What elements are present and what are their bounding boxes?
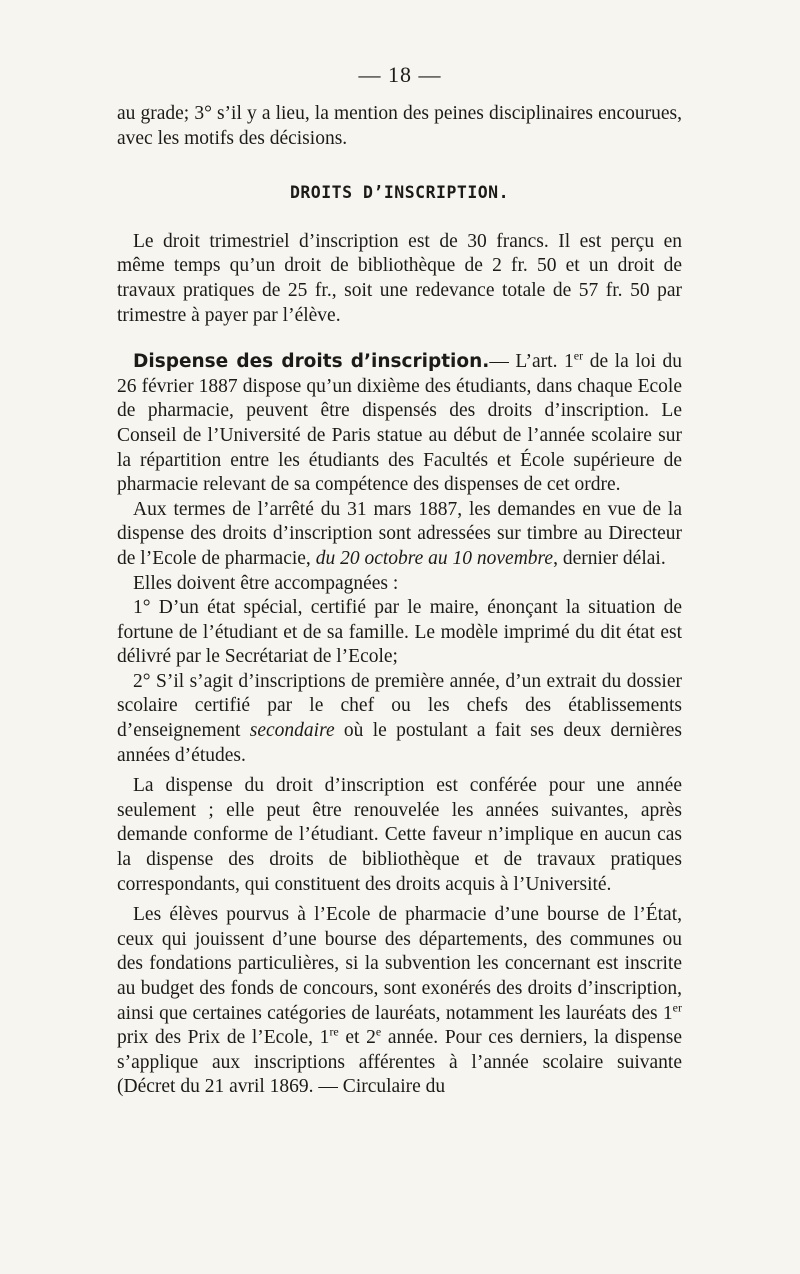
- section-heading: DROITS D’INSCRIPTION.: [289, 183, 510, 203]
- paragraph-conferee: La dispense du droit d’inscription est conférée pour une année seulement ; elle peut être renouvelée les années suivantes, après demande conforme de l’étudiant. Cette faveur n’implique en aucun cas la dispense des droits de bibliothèque et de travaux pratiques correspondants, qui constituent des droits acquis à l’Université.: [117, 775, 682, 895]
- superscript: re: [329, 1024, 339, 1039]
- paragraph-arrete: [117, 498, 682, 572]
- text-run: de la loi du 26 février 1887 dispose qu’un dixième des étudiants, dans chaque Ecole de pharmacie, peuvent être dispensés des droits d’inscription. Le Conseil de l’Université de Paris statue au début de l’année scolaire sur la répartition entre les étudiants des Facultés et École supérieure de pharmacie relevant de sa compétence des dispenses de cet ordre.: [117, 351, 682, 496]
- italic-word: secondaire: [249, 720, 335, 742]
- paragraph-fees: Le droit trimestriel d’inscription est de 30 francs. Il est perçu en même temps qu’un droit de bibliothèque de 2 fr. 50 et un droit de travaux pratiques de 25 fr., soit une redevance totale de 57 fr. 50 par trimestre à payer par l’élève.: [117, 230, 682, 326]
- text-run: — L’art. 1: [489, 351, 574, 373]
- text-run: et 2: [338, 1027, 376, 1049]
- page-number: — 18 —: [358, 62, 442, 87]
- superscript: e: [375, 1024, 382, 1039]
- text-run: 2° S’il s’agit d’inscriptions de première année, d’un extrait du dossier scolaire certifié par le chef ou les chefs des établissements d’enseignement: [117, 670, 682, 742]
- paragraph-accompagnees: Elles doivent être accompagnées :: [133, 572, 399, 594]
- superscript: er: [573, 348, 584, 363]
- paragraph-dispense: [117, 350, 682, 498]
- text-run: année. Pour ces derniers, la dispense s’applique aux inscriptions afférentes à l’année scolaire suivante (Décret du 21 avril 1869. — Circulaire du: [117, 1027, 683, 1098]
- text-run: où le postulant a fait ses deux dernières années d’études.: [117, 720, 682, 766]
- superscript: er: [672, 1000, 682, 1015]
- list-item-2: [117, 670, 682, 768]
- body-text: [117, 102, 682, 1100]
- paragraph-eleves: [117, 903, 682, 1100]
- text-run: , dernier délai.: [553, 547, 666, 569]
- spacer: [117, 328, 682, 350]
- italic-dates: du 20 octobre au 10 novembre: [315, 547, 554, 569]
- list-item-1: 1° D’un état spécial, certifié par le maire, énonçant la situation de fortune de l’étudiant et de sa famille. Le modèle imprimé du dit état est délivré par le Secrétariat de l’Ecole;: [117, 597, 682, 668]
- text-run: prix des Prix de l’Ecole, 1: [117, 1027, 330, 1049]
- text-run: Aux termes de l’arrêté du 31 mars 1887, les demandes en vue de la dispense des droits d’inscription sont adressées sur timbre au Directeur de l’Ecole de pharmacie,: [117, 498, 682, 569]
- text-run: Les élèves pourvus à l’Ecole de pharmacie d’une bourse de l’État, ceux qui jouissent d’une bourse des départements, des communes ou des fondations particulières, si la subvention les concernant est inscrite au budget des fonds de concours, sont exonérés des droits d’inscription, ainsi que certaines catégories de lauréats, notamment les lauréats des 1: [117, 904, 682, 1024]
- run-in-heading: Dispense des droits d’inscription.: [133, 351, 490, 373]
- paragraph-carryover: au grade; 3° s’il y a lieu, la mention des peines disciplinaires encourues, avec les motifs des décisions.: [117, 103, 682, 149]
